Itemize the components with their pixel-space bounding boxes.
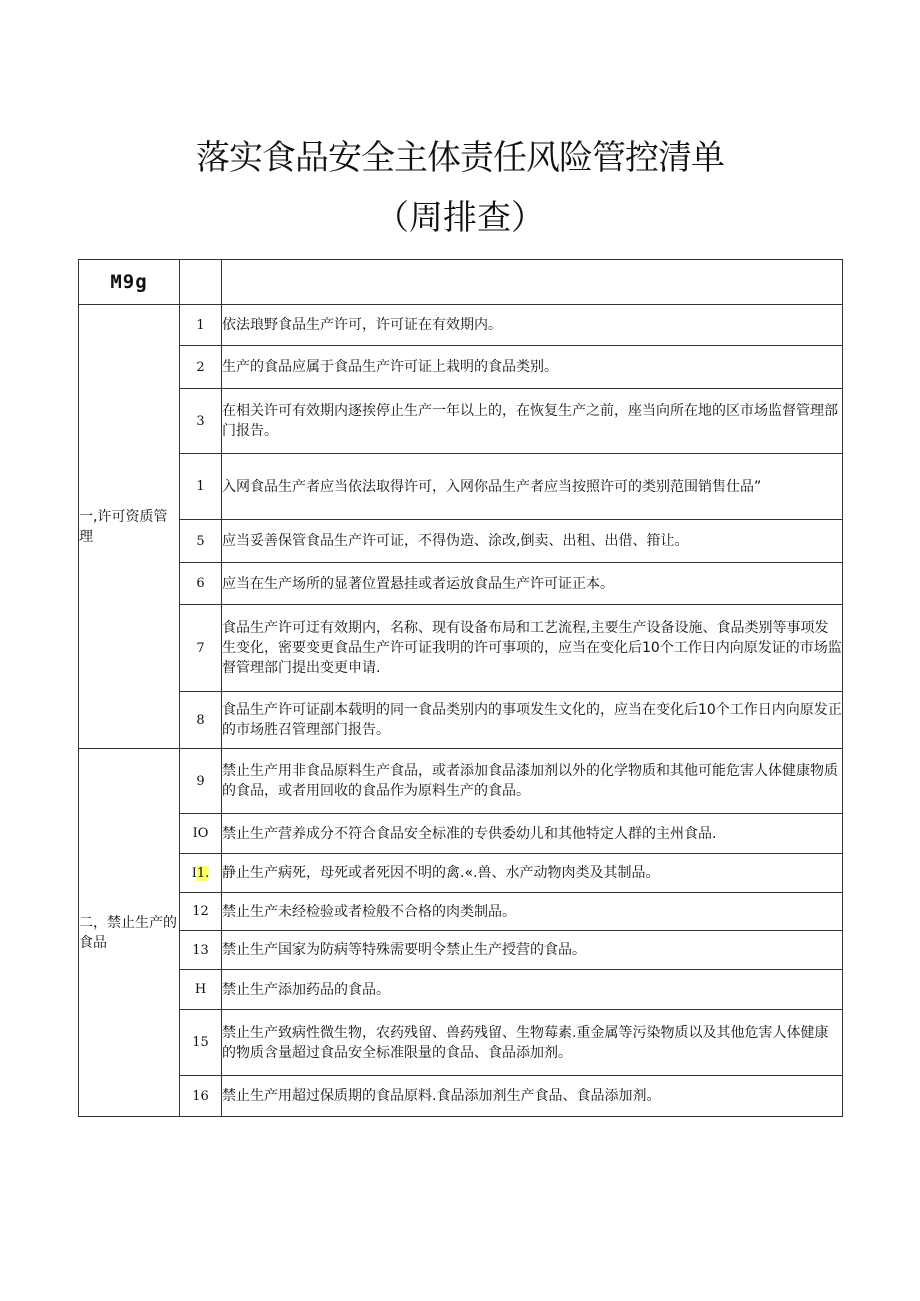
row-text: 禁止生产添加药品的食品。 (222, 970, 843, 1010)
page-subtitle: （周排查） (375, 198, 545, 238)
row-number: 7 (180, 605, 222, 692)
row-number: 9 (180, 749, 222, 814)
header-cell-content (222, 260, 843, 305)
row-text: 禁止生产未经检验或者检般不合格的肉类制品。 (222, 893, 843, 931)
row-text: 入网食品生产者应当依法取得许可，入网你品生产者应当按照许可的类别范围销售仕品” (222, 454, 843, 520)
header-row (79, 260, 843, 305)
table-row (79, 305, 843, 346)
table-row (79, 563, 843, 605)
row-number: 3 (180, 389, 222, 454)
table-row (79, 931, 843, 970)
category-cell-licensing: 一,许可资质管理 (79, 305, 180, 749)
row-text: 禁止生产致病性微生物，农药残留、兽药残留、生物莓素.重金属等污染物质以及其他危害人体健康的物质含量超过食品安全标准限量的食品、食品添加剂。 (222, 1010, 843, 1076)
row-number: 6 (180, 563, 222, 605)
row-number-highlight: 1. (196, 865, 210, 881)
table-row (79, 346, 843, 389)
table-row (79, 389, 843, 454)
checklist-table (78, 259, 843, 1117)
row-text: 禁止生产用超过保质期的食品原料.食品添加剂生产食品、食品添加剂。 (222, 1076, 843, 1117)
table-row (79, 814, 843, 854)
table-row (79, 1076, 843, 1117)
row-number: 1 (180, 305, 222, 346)
row-number: 5 (180, 520, 222, 563)
row-text: 依法琅野食品生产许可，许可证在有效期内。 (222, 305, 843, 346)
row-number: IO (180, 814, 222, 854)
row-text: 应当在生产场所的显著位置悬挂或者运放食品生产许可证正本。 (222, 563, 843, 605)
table-row (79, 749, 843, 814)
row-number: H (180, 970, 222, 1010)
header-cell-category: M9g (79, 260, 180, 305)
row-text: 食品生产许可迂有效期内，名称、现有设备布局和工艺流程,主要生产设备设施、食品类别等事项发生变化，密要变更食品生产许可证我明的许可事项的，应当在变化后10个工作日内向原发证的市场监督管理部门提出变更申请. (222, 605, 843, 692)
table-row (79, 970, 843, 1010)
row-text: 禁止生产用非食品原料生产食品，或者添加食品漆加剂以外的化学物质和其他可能危害人体健康物质的食品，或者用回收的食品作为原料生产的食品。 (222, 749, 843, 814)
row-text: 禁止生产国家为防病等特殊需要明令禁止生产授营的食品。 (222, 931, 843, 970)
row-number: 8 (180, 692, 222, 749)
row-number: 1 (180, 454, 222, 520)
row-number: 2 (180, 346, 222, 389)
row-text: 静止生产病死，母死或者死因不明的禽.«.兽、水产动物肉类及其制品。 (222, 854, 843, 893)
row-number: 13 (180, 931, 222, 970)
row-text: 应当妥善保管食品生产许可证，不得伪造、涂改,倒卖、出租、出借、箝让。 (222, 520, 843, 563)
category-cell-prohibited-foods: 二，禁止生产的食品 (79, 749, 180, 1117)
row-text: 食品生产许可证副本载明的同一食品类别内的事项发生文化的，应当在变化后10个工作日内向原发正的市场胜召管理部门报告。 (222, 692, 843, 749)
row-text: 禁止生产营养成分不符合食品安全标准的专供委幼儿和其他特定人群的主州食品. (222, 814, 843, 854)
table-row (79, 605, 843, 692)
table-row (79, 520, 843, 563)
table-row (79, 692, 843, 749)
page-title: 落实食品安全主体责任风险管控清单 (196, 138, 724, 178)
row-text: 生产的食品应属于食品生产许可证上栽明的食品类别。 (222, 346, 843, 389)
row-number: 12 (180, 893, 222, 931)
row-text: 在相关许可有效期内逐挨停止生产一年以上的，在恢复生产之前，座当向所在地的区市场监督管理部门报告。 (222, 389, 843, 454)
row-number: 16 (180, 1076, 222, 1117)
table-row (79, 1010, 843, 1076)
table-row (79, 854, 843, 893)
table-row (79, 454, 843, 520)
row-number (180, 854, 222, 893)
table-row (79, 893, 843, 931)
row-number: 15 (180, 1010, 222, 1076)
header-cell-number (180, 260, 222, 305)
row-number-prefix: I (191, 865, 197, 881)
